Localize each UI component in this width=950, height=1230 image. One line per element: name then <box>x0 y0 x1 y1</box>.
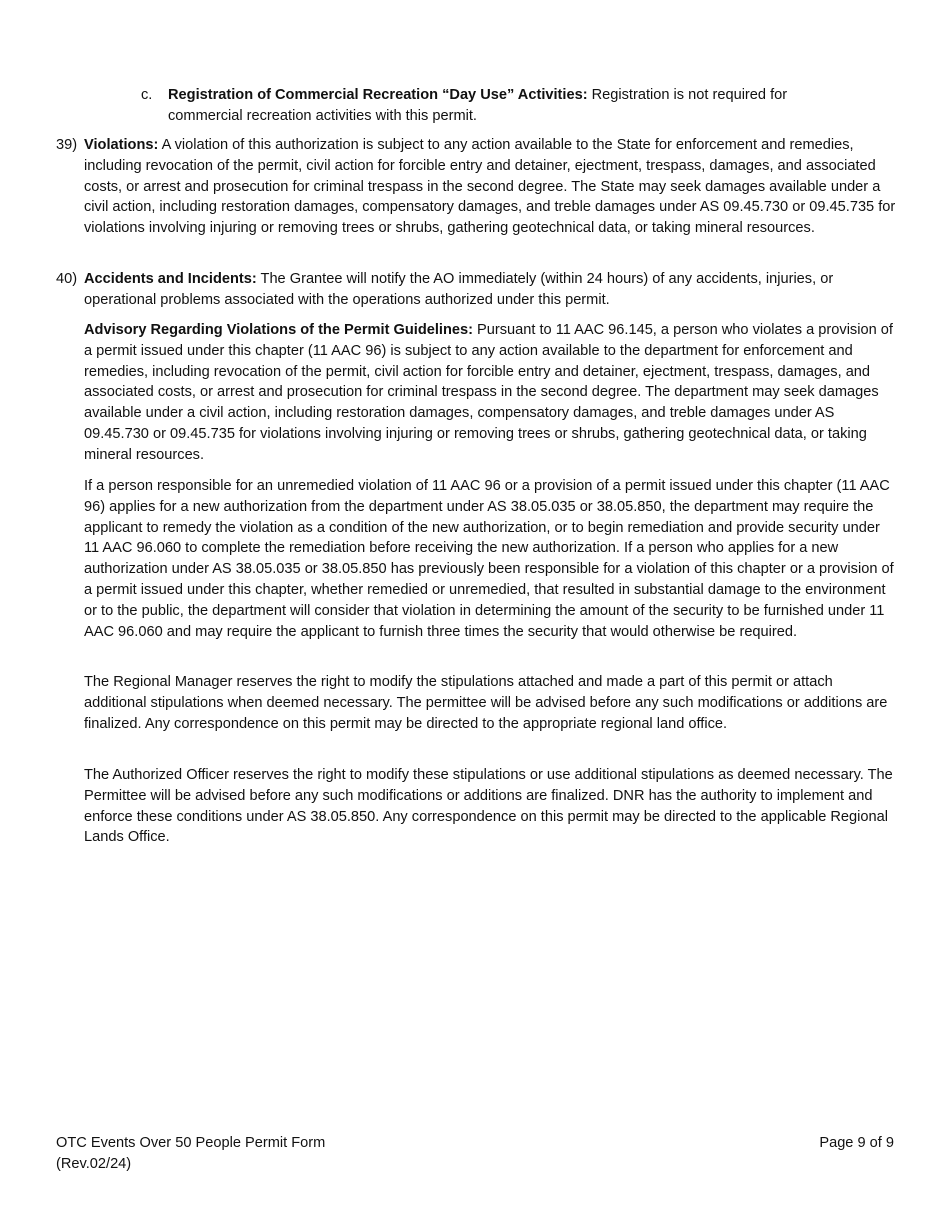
authorized-officer-paragraph: The Authorized Officer reserves the right to modify these stipulations or use additional stipulations as deemed necessary. The Permittee will be advised before any such modifications or additions are finalized. DNR has the authority to implement and enforce these conditions under AS 38.05.850. Any correspondence on this permit may be directed to the applicable Regional Lands Office. <box>84 767 893 846</box>
item-40-accidents <box>56 269 896 311</box>
item-text: The Grantee will notify the AO immediately (within 24 hours) of any accidents, injuries, or operational problems associated with the operations authorized under this permit. <box>84 271 834 308</box>
advisory-text: Pursuant to 11 AAC 96.145, a person who violates a provision of a permit issued under this chapter (11 AAC 96) is subject to any action available to the department for enforcement and remedies, including revocation of the permit, civil action for forcible entry and detainer, ejectment, trespass, damages, and associated costs, or arrest and prosecution for criminal trespass in the second degree. The department may seek damages available under a civil action, including restoration damages, compensatory damages, and treble damages under AS 09.45.730 or 09.45.735 for violations involving injuring or removing trees or shrubs, gathering geotechnical data, or taking mineral resources. <box>84 322 893 463</box>
item-number: 40) <box>56 271 78 287</box>
footer-revision: (Rev.02/24) <box>56 1156 132 1172</box>
unremedied-violation-paragraph: If a person responsible for an unremedied violation of 11 AAC 96 or a provision of a permit issued under this chapter (11 AAC 96) applies for a new authorization from the department under AS 38.05.035 or 38.05.850, the department may require the applicant to remedy the violation as a condition of the new authorization, or to begin remediation and provide security under 11 AAC 96.060 to complete the remediation before receiving the new authorization. If a person who applies for a new authorization under AS 38.05.035 or 38.05.850 has previously been responsible for a violation of this chapter or a provision of a permit issued under this chapter, whether remedied or unremedied, that resulted in substantial damage to the environment or to the public, the department will consider that violation in determining the amount of the security to be furnished under 11 AAC 96.060 and may require the applicant to furnish three times the security that would otherwise be required. <box>84 478 894 640</box>
list-item-text: Registration is not required for commercial recreation activities with this permit. <box>168 87 788 124</box>
item-39-violations <box>56 135 896 239</box>
advisory-paragraph <box>84 320 896 466</box>
item-heading: Violations: <box>84 137 159 153</box>
footer-form-info <box>56 1133 325 1175</box>
item-text: A violation of this authorization is subject to any action available to the State for enforcement and remedies, including revocation of the permit, civil action for forcible entry and detainer, ejectment, trespass, damages, and associated costs, or arrest and prosecution for criminal trespass in the second degree. The State may seek damages available under a civil action, including restoration damages, compensatory damages, and treble damages under AS 09.45.730 or 09.45.735 for violations involving injuring or removing trees or shrubs, gathering geotechnical data, or taking mineral resources. <box>84 137 896 237</box>
footer-form-name: OTC Events Over 50 People Permit Form <box>56 1135 326 1151</box>
list-item-heading: Registration of Commercial Recreation “Day Use” Activities: <box>168 87 588 103</box>
regional-manager-paragraph: The Regional Manager reserves the right to modify the stipulations attached and made a part of this permit or attach additional stipulations when deemed necessary. The permittee will be advised before any such modifications or additions are finalized. Any correspondence on this permit may be directed to the appropriate regional land office. <box>84 674 888 732</box>
item-number: 39) <box>56 137 78 153</box>
footer-page-number: Page 9 of 9 <box>819 1135 894 1151</box>
list-marker: c. <box>141 87 153 103</box>
advisory-heading: Advisory Regarding Violations of the Permit Guidelines: <box>84 322 473 338</box>
list-item-c <box>141 85 861 127</box>
item-heading: Accidents and Incidents: <box>84 271 257 287</box>
